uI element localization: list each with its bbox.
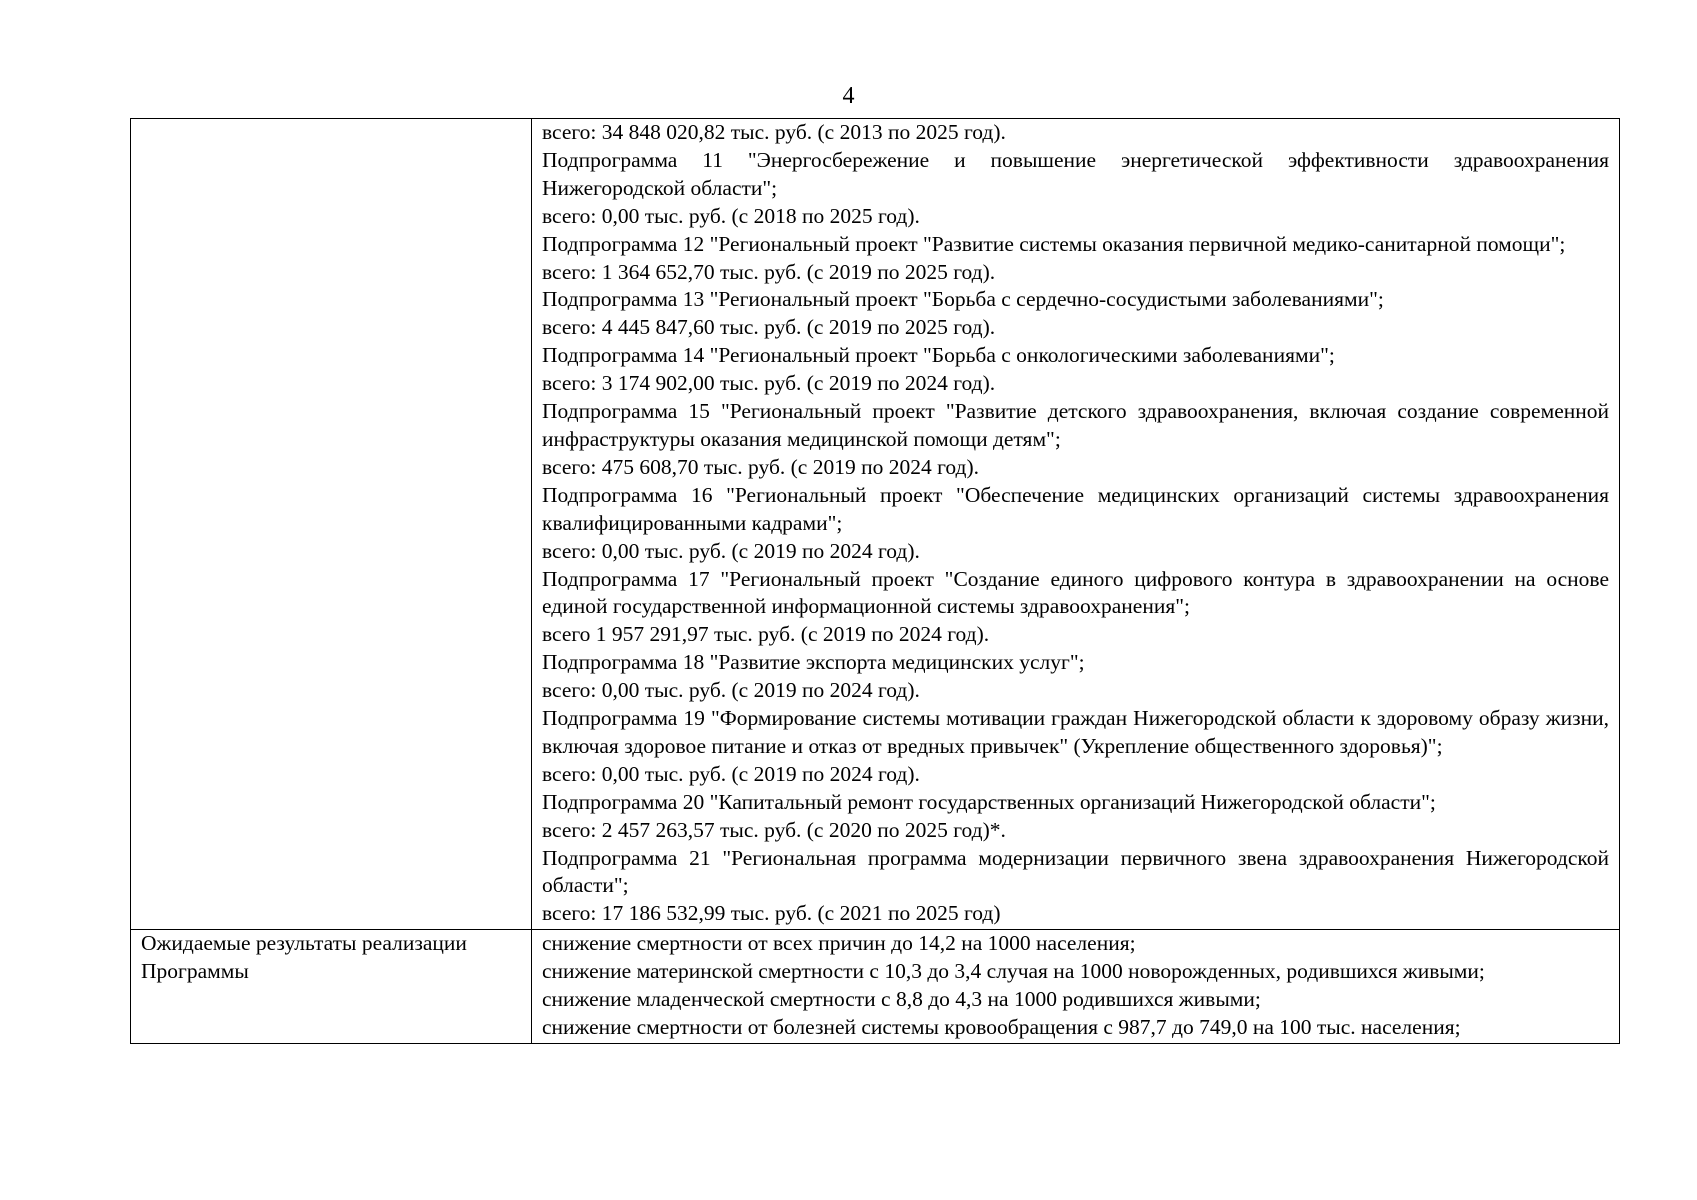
subprogram-19-title: Подпрограмма 19 "Формирование системы мотивации граждан Нижегородской области к здоровому образу жизни, включая здоровое питание и отказ от вредных привычек" (Укрепление общественного здоровья)"; [542,706,1609,758]
subprogram-11-total: всего: 0,00 тыс. руб. (с 2018 по 2025 год). [542,203,920,228]
results-content-cell [532,930,1620,1044]
subprogram-16-total: всего: 0,00 тыс. руб. (с 2019 по 2024 год). [542,538,920,563]
results-label-cell [131,930,532,1044]
funding-row [131,119,1620,930]
funding-label-cell [131,119,532,930]
subprogram-18-total: всего: 0,00 тыс. руб. (с 2019 по 2024 год). [542,678,920,703]
subprogram-19-total: всего: 0,00 тыс. руб. (с 2019 по 2024 год). [542,761,920,786]
subprogram-20-total: всего: 2 457 263,57 тыс. руб. (с 2020 по 2025 год)*. [542,817,1006,842]
subprogram-20-title: Подпрограмма 20 "Капитальный ремонт государственных организаций Нижегородской области"; [542,789,1436,814]
subprogram-17-total: всего 1 957 291,97 тыс. руб. (с 2019 по 2024 год). [542,622,990,647]
subprogram-12-title: Подпрограмма 12 "Региональный проект "Развитие системы оказания первичной медико-санитарной помощи"; [542,231,1566,256]
subprogram-11-title: Подпрограмма 11 "Энергосбережение и повышение энергетической эффективности здравоохранения Нижегородской области"; [542,147,1609,200]
subprogram-14-title: Подпрограмма 14 "Региональный проект "Борьба с онкологическими заболеваниями"; [542,343,1335,368]
subprogram-17-title: Подпрограмма 17 "Региональный проект "Создание единого цифрового контура в здравоохранении на основе единой государственной информационной системы здравоохранения"; [542,566,1609,619]
subprogram-21-title: Подпрограмма 21 "Региональная программа модернизации первичного звена здравоохранения Нижегородской области"; [542,845,1609,898]
result-item: снижение смертности от всех причин до 14,2 на 1000 населения; [542,931,1136,956]
page-number: 4 [842,83,855,109]
subprogram-15-title: Подпрограмма 15 "Региональный проект "Развитие детского здравоохранения, включая создание современной инфраструктуры оказания медицинской помощи детям"; [542,399,1609,451]
program-passport-table [130,118,1620,1044]
subprogram-18-title: Подпрограмма 18 "Развитие экспорта медицинских услуг"; [542,650,1085,675]
funding-total-line: всего: 34 848 020,82 тыс. руб. (с 2013 по 2025 год). [542,120,1006,144]
result-item: снижение младенческой смертности с 8,8 до 4,3 на 1000 родившихся живыми; [542,987,1261,1012]
subprogram-13-title: Подпрограмма 13 "Региональный проект "Борьба с сердечно-сосудистыми заболеваниями"; [542,287,1384,312]
results-label: Ожидаемые результаты реализации Программы [141,931,467,984]
result-item: снижение материнской смертности с 10,3 до 3,4 случая на 1000 новорожденных, родившихся живыми; [542,959,1485,984]
results-row [131,930,1620,1044]
subprogram-21-total: всего: 17 186 532,99 тыс. руб. (с 2021 по 2025 год) [542,901,1001,926]
subprogram-15-total: всего: 475 608,70 тыс. руб. (с 2019 по 2024 год). [542,454,979,479]
result-item: снижение смертности от болезней системы кровообращения с 987,7 до 749,0 на 100 тыс. населения; [542,1015,1461,1039]
subprogram-13-total: всего: 4 445 847,60 тыс. руб. (с 2019 по 2025 год). [542,315,996,340]
subprogram-12-total: всего: 1 364 652,70 тыс. руб. (с 2019 по 2025 год). [542,259,996,284]
subprogram-16-title: Подпрограмма 16 "Региональный проект "Обеспечение медицинских организаций системы здравоохранения квалифицированными кадрами"; [542,482,1609,535]
subprogram-14-total: всего: 3 174 902,00 тыс. руб. (с 2019 по 2024 год). [542,371,996,396]
funding-content-cell [532,119,1620,930]
